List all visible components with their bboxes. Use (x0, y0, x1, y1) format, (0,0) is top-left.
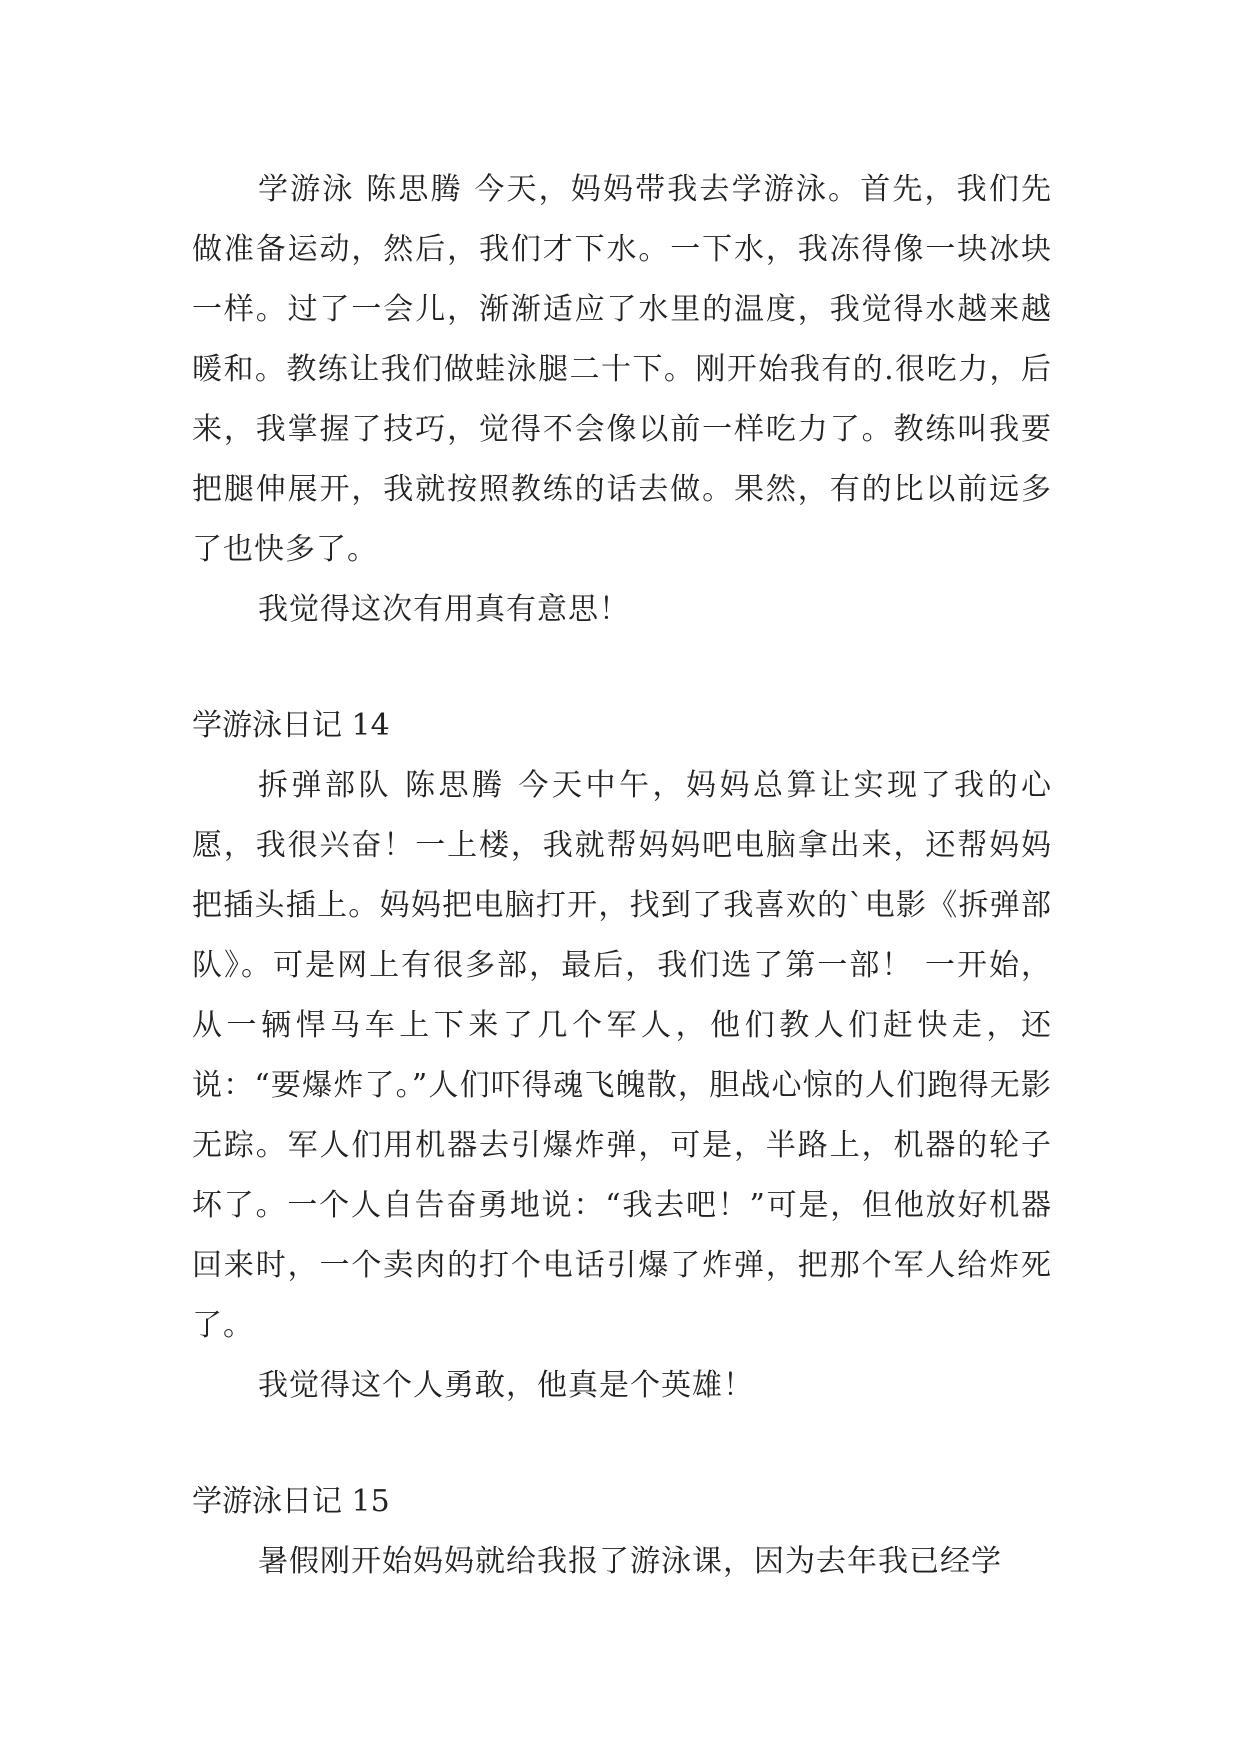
paragraph-hero-conclusion: 我觉得这个人勇敢，他真是个英雄！ (258, 1368, 754, 1403)
paragraph-summer-swimming: 暑假刚开始妈妈就给我报了游泳课，因为去年我已经学 (258, 1544, 1002, 1579)
diary-heading-14: 学游泳日记 14 (192, 708, 390, 743)
paragraph-swimming-conclusion: 我觉得这次有用真有意思！ (258, 592, 630, 627)
section-spacer (192, 1416, 1052, 1472)
document-page (192, 160, 1052, 1592)
paragraph-swimming-lesson: 学游泳 陈思腾 今天，妈妈带我去学游泳。首先，我们先做准备运动，然后，我们才下水。一下水，我冻得像一块冰块一样。过了一会儿，渐渐适应了水里的温度，我觉得水越来越暖和。教练让我们做蛙泳腿二十下。刚开始我有的.很吃力，后来，我掌握了技巧，觉得不会像以前一样吃力了。教练叫我要把腿伸展开，我就按照教练的话去做。果然，有的比以前远多了也快多了。 (192, 172, 1052, 567)
paragraph-hurt-locker: 拆弹部队 陈思腾 今天中午，妈妈总算让实现了我的心愿，我很兴奋！一上楼，我就帮妈妈吧电脑拿出来，还帮妈妈把插头插上。妈妈把电脑打开，找到了我喜欢的`电影《拆弹部队》。可是网上有很多部，最后，我们选了第一部！ 一开始，从一辆悍马车上下来了几个军人，他们教人们赶快走，还说：“要爆炸了。”人们吓得魂飞魄散，胆战心惊的人们跑得无影无踪。军人们用机器去引爆炸弹，可是，半路上，机器的轮子坏了。一个人自告奋勇地说：“我去吧！”可是，但他放好机器回来时，一个卖肉的打个电话引爆了炸弹，把那个军人给炸死了。 (192, 768, 1052, 1343)
diary-heading-15: 学游泳日记 15 (192, 1484, 390, 1519)
section-spacer (192, 640, 1052, 696)
